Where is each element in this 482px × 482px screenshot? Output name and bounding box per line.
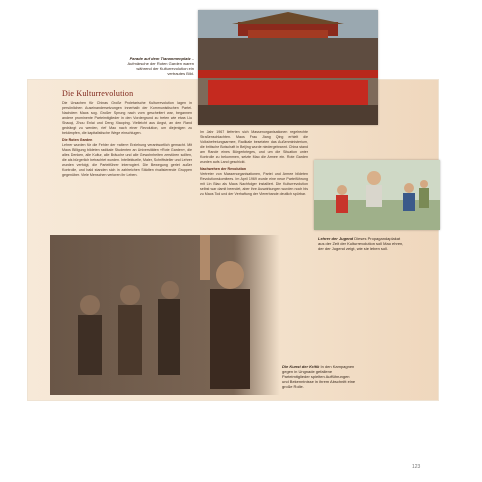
col2-subhead: Nachwehen der Revolution xyxy=(200,167,247,171)
col1-body: Lehrer wurden für die Fehler der »alten« Erziehung verantwortlich gemacht. Mit Maos Billigung bildeten radikale Studenten an Universitäten »Rote Garden«, die alles Denken, alle Kultur, alle Bräuche und alle Gewohnheiten zerstören sollten, die als bürgerlich betrachtet wurden. Intellektuelle, Maler, Schriftsteller und Lehrer wurden verfolgt, die Parteiführer interrogiert. Die Bewegung geriet außer Kontrolle, und bald standen sich in zahlreichen Städten rivalisierende Gruppen gegenüber. Viele Menschen verloren ihr Leben. xyxy=(62,143,192,177)
criticism-caption xyxy=(282,364,356,389)
col1-subhead: Die Roten Garden xyxy=(62,138,93,142)
article-column-1 xyxy=(62,101,192,178)
col2-body: Vertreter von Massenorganisationen, Partei und Armee bildeten Revolutionskomitees. Im April 1969 wurde eine neue Parteiführung mit Lin Biao als Maos Nachfolger installiert. Die Kulturrevolution selbst war damit beendet, aber ihre Auswirkungen wurden noch bis zu Maos Tod und der Verhaftung der Viererbande deutlich spürbar. xyxy=(200,172,308,196)
col1-intro: Die Ursachen für Chinas Große Proletarische Kulturrevolution lagen in persönlichen Auseinandersetzungen innerhalb der Kommunistischen Partei. Nachdem Maos sog. Großer Sprung nach vorn gescheitert war, begannen andere prominente Parteimitglieder in den Vordergrund zu treten wie etwa Liu Shaoqi, Zhou Enlai und Deng Xiaoping. Vielleicht aus Angst, an den Rand gedrängt zu werden, rief Mao nach einer Revolution, um diejenigen zu bekämpfen, die kapitalistische Wege einschlugen. xyxy=(62,101,192,135)
parade-caption-text: Aufmärsche der Roten Garden waren während der Kulturrevolution ein vertrautes Bild. xyxy=(127,61,194,76)
parade-caption xyxy=(122,56,194,76)
parade-photo xyxy=(198,10,378,125)
parade-caption-title: Parade auf dem Tiananmenplatz – xyxy=(129,56,194,61)
red-guards-photo xyxy=(50,235,280,395)
article-heading: Die Kulturrevolution xyxy=(62,89,134,98)
poster-caption xyxy=(318,236,406,251)
col2-intro: Im Jahr 1967 lieferten sich Massenorganisationen regelrechte Straßenschlachten. Maos Frau Jiang Qing erhielt die Volksbefreiungsarmee, Radikale besetzten das Außenministerium, die britische Botschaft in Beijing wurde niedergebrannt. China stand am Rande eines Bürgerkrieges, und um die Situation unter Kontrolle zu bekommen, setzte Mao die Armee ein. Rote Garden wurden aufs Land geschickt. xyxy=(200,130,308,164)
article-column-2 xyxy=(200,130,308,197)
poster-caption-text: Dieses Propagandaplakat aus der Zeit der Kulturrevolution soll Mao ehren, der der Jugend zeigt, wie sie leben soll. xyxy=(318,236,404,251)
propaganda-poster xyxy=(314,160,440,230)
criticism-caption-text: In den Kampagnen gegen in Ungnade gefallene Parteimitglieder spielten Aufführungen und Bekenntnisse in ihrem Abschnitt eine große Rolle. xyxy=(282,364,356,389)
poster-caption-title: Lehrer der Jugend xyxy=(318,236,354,241)
criticism-caption-title: Die Kunst der Kritik xyxy=(282,364,320,369)
page-number: 123 xyxy=(412,464,421,470)
